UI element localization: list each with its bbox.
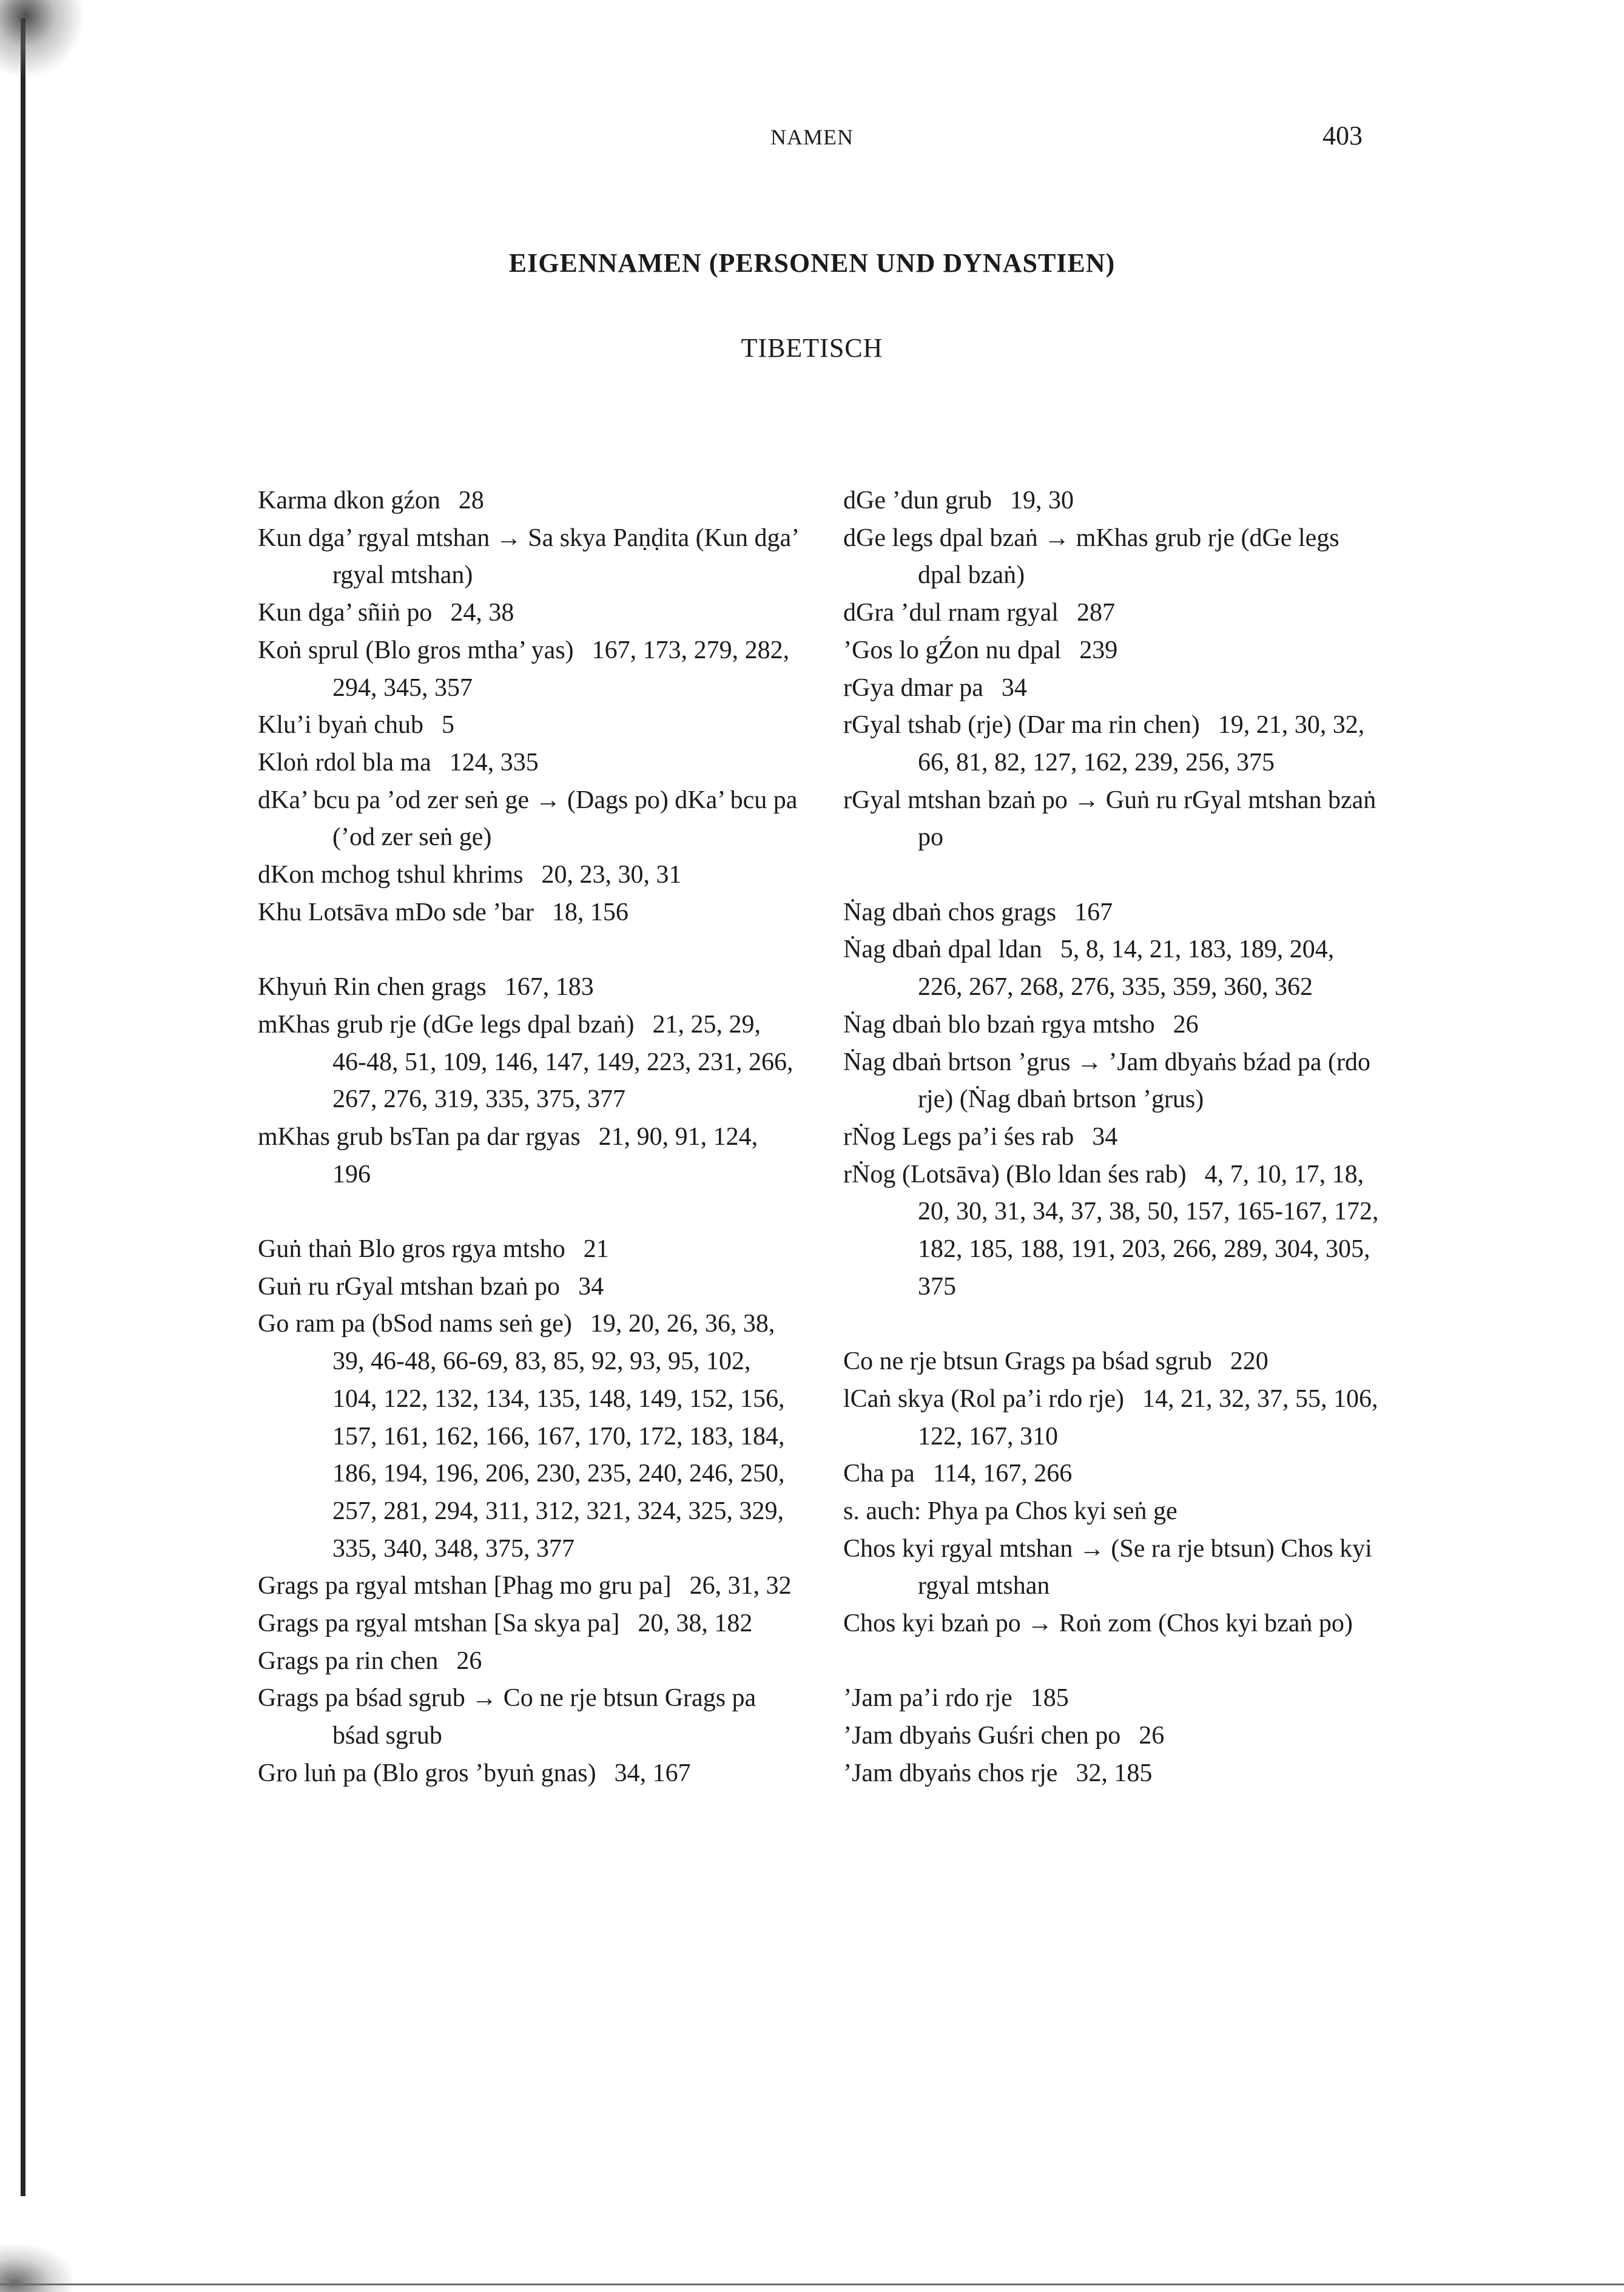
entry-pages: 287 (1076, 599, 1115, 627)
entry-name: Karma dkon gźon (258, 487, 440, 514)
entry-pages: 220 (1230, 1347, 1269, 1376)
entry-name: ’Jam dbyaṅs chos rje (843, 1759, 1058, 1787)
entry-pages: 19, 21, 30, 32, 66, 81, 82, 127, 162, 239, 256, 375 (918, 711, 1365, 777)
entry-name: lCaṅ skya (Rol pa’i rdo rje) (843, 1384, 1125, 1413)
index-entry (258, 1605, 798, 1643)
entry-name: mKhas grub rje (dGe legs dpal bzaṅ) (258, 1010, 635, 1039)
index-entry (843, 1119, 1383, 1156)
section-subtitle: TIBETISCH (741, 333, 883, 363)
group-spacer (258, 1193, 798, 1231)
scan-artifact-top (0, 0, 85, 79)
index-entry (843, 1156, 1383, 1306)
entry-name: dGe ’dun grub (843, 487, 992, 514)
index-entry (258, 482, 798, 520)
entry-pages: 167, 183 (504, 973, 594, 1002)
index-entry (258, 782, 798, 857)
entry-name: Ṅag dbaṅ blo bzaṅ rgya mtsho (843, 1010, 1155, 1039)
entry-name: Gro luṅ pa (Blo gros ’byuṅ gnas) (258, 1759, 596, 1787)
index-entry (843, 520, 1383, 595)
index-column-left (258, 482, 798, 1793)
entry-name: Grags pa rin chen (258, 1647, 439, 1675)
entry-name: Chos kyi rgyal mtshan → (Se ra rje btsun) Chos kyi rgyal mtshan (843, 1534, 1372, 1600)
entry-name: Ṅag dbaṅ chos grags (843, 898, 1057, 926)
index-entry (258, 632, 798, 707)
index-entry (843, 1006, 1383, 1044)
index-entry (843, 1717, 1383, 1755)
index-entry (258, 595, 798, 632)
index-entry (258, 969, 798, 1006)
index-entry (258, 707, 798, 744)
index-entry (258, 1119, 798, 1193)
entry-name: Kun dga’ rgyal mtshan → Sa skya Paṇḍita (Kun dga’ rgyal mtshan) (258, 524, 798, 590)
index-entry (843, 707, 1383, 781)
entry-pages: 167 (1074, 898, 1113, 926)
entry-pages: 26 (456, 1647, 482, 1675)
entry-name: Guṅ ru rGyal mtshan bzaṅ po (258, 1272, 561, 1301)
index-column-right (843, 482, 1383, 1793)
index-entry (258, 1680, 798, 1754)
entry-pages: 26 (1173, 1010, 1199, 1039)
index-entry (258, 894, 798, 932)
index-entry (843, 931, 1383, 1006)
entry-name: dKa’ bcu pa ’od zer seṅ ge → (Dags po) dKa’ bcu pa (’od zer seṅ ge) (258, 786, 798, 852)
entry-pages: 114, 167, 266 (932, 1460, 1073, 1488)
index-entry (843, 1493, 1383, 1531)
entry-pages: 34 (1092, 1122, 1118, 1151)
entry-name: Guṅ thaṅ Blo gros rgya mtsho (258, 1235, 565, 1264)
group-spacer (258, 931, 798, 969)
index-entry (843, 1044, 1383, 1119)
entry-name: Ṅag dbaṅ dpal ldan (843, 935, 1042, 964)
index-entry (843, 1605, 1383, 1643)
entry-name: Klu’i byaṅ chub (258, 711, 423, 740)
index-entry (258, 857, 798, 894)
entry-pages: 21 (583, 1235, 609, 1264)
entry-name: Kun dga’ sñiṅ po (258, 599, 433, 627)
entry-name: ’Jam dbyaṅs Guśri chen po (843, 1722, 1121, 1750)
entry-name: ’Gos lo gŹon nu dpal (843, 636, 1062, 664)
index-entry (258, 520, 798, 595)
entry-name: Koṅ sprul (Blo gros mtha’ yas) (258, 636, 574, 664)
entry-pages: 21, 25, 29, 46-48, 51, 109, 146, 147, 149, 223, 231, 266, 267, 276, 319, 335, 375, 377 (332, 1010, 793, 1114)
entry-pages: 20, 38, 182 (638, 1609, 753, 1638)
entry-pages: 18, 156 (551, 898, 628, 926)
index-entry (843, 670, 1383, 707)
entry-pages: 14, 21, 32, 37, 55, 106, 122, 167, 310 (918, 1384, 1378, 1451)
page-number: 403 (1322, 121, 1363, 150)
entry-pages: 239 (1079, 636, 1118, 664)
index-entry (843, 1343, 1383, 1381)
entry-name: s. auch: Phya pa Chos kyi seṅ ge (843, 1497, 1178, 1525)
index-entry (843, 782, 1383, 857)
entry-name: Co ne rje btsun Grags pa bśad sgrub (843, 1347, 1212, 1376)
index-entry (843, 1455, 1383, 1493)
index-entry (258, 1231, 798, 1269)
index-entry (258, 1306, 798, 1568)
running-head: NAMEN (770, 125, 854, 149)
entry-name: Ṅag dbaṅ brtson ’grus → ’Jam dbyaṅs bźad pa (rdo rje) (Ṅag dbaṅ brtson ’grus) (843, 1048, 1370, 1114)
entry-pages: 34 (1001, 673, 1027, 702)
entry-pages: 185 (1030, 1684, 1069, 1713)
entry-name: Cha pa (843, 1460, 915, 1488)
entry-pages: 26 (1139, 1722, 1165, 1750)
entry-pages: 19, 30 (1009, 487, 1074, 514)
entry-name: Khu Lotsāva mDo sde ’bar (258, 898, 534, 926)
entry-name: dGe legs dpal bzaṅ → mKhas grub rje (dGe legs dpal bzaṅ) (843, 524, 1339, 590)
group-spacer (843, 857, 1383, 894)
entry-pages: 26, 31, 32 (689, 1572, 792, 1600)
entry-name: rGyal tshab (rje) (Dar ma rin chen) (843, 711, 1200, 740)
entry-name: ’Jam pa’i rdo rje (843, 1684, 1012, 1713)
index-entry (843, 1381, 1383, 1455)
index-entry (843, 595, 1383, 632)
entry-name: dKon mchog tshul khrims (258, 861, 524, 889)
entry-pages: 28 (458, 487, 484, 514)
entry-pages: 19, 20, 26, 36, 38, 39, 46-48, 66-69, 83, 85, 92, 93, 95, 102, 104, 122, 132, 134, 135, 148, 149, 152, 156, 157, 161, 162, 166, 167, 170, 172, 183, 184, 186, 194, 196, 206, 230, 235, 240, 246, 250, 257, 281, 294, 311, 312, 321, 324, 325, 329, 335, 340, 348, 375, 377 (332, 1310, 785, 1563)
index-entry (258, 744, 798, 782)
index-entry (258, 1269, 798, 1306)
group-spacer (843, 1306, 1383, 1343)
index-entry (843, 632, 1383, 670)
entry-name: rṄog (Lotsāva) (Blo ldan śes rab) (843, 1160, 1187, 1188)
entry-name: rGyal mtshan bzaṅ po → Guṅ ru rGyal mtshan bzaṅ po (843, 786, 1376, 852)
entry-pages: 5 (441, 711, 454, 740)
entry-pages: 21, 90, 91, 124, 196 (332, 1122, 758, 1188)
section-title: EIGENNAMEN (PERSONEN UND DYNASTIEN) (508, 248, 1116, 278)
entry-name: mKhas grub bsTan pa dar rgyas (258, 1122, 581, 1151)
entry-pages: 167, 173, 279, 282, 294, 345, 357 (332, 636, 790, 702)
entry-pages: 34, 167 (614, 1759, 691, 1787)
entry-name: Kloṅ rdol bla ma (258, 748, 431, 777)
index-entry (258, 1643, 798, 1680)
entry-name: Grags pa bśad sgrub → Co ne rje btsun Grags pa bśad sgrub (258, 1684, 756, 1750)
index-entry (258, 1755, 798, 1793)
scan-bottom-edge (0, 2284, 1624, 2285)
entry-pages: 5, 8, 14, 21, 183, 189, 204, 226, 267, 268, 276, 335, 359, 360, 362 (918, 935, 1335, 1002)
group-spacer (843, 1643, 1383, 1680)
entry-name: Grags pa rgyal mtshan [Sa skya pa] (258, 1609, 620, 1638)
entry-pages: 34 (578, 1272, 604, 1301)
entry-name: rṄog Legs pa’i śes rab (843, 1122, 1074, 1151)
entry-name: Chos kyi bzaṅ po → Roṅ zom (Chos kyi bzaṅ po) (843, 1609, 1353, 1638)
entry-name: Go ram pa (bSod nams seṅ ge) (258, 1310, 572, 1338)
entry-pages: 20, 23, 30, 31 (541, 861, 682, 889)
index-entry (258, 1568, 798, 1605)
entry-name: rGya dmar pa (843, 673, 983, 702)
index-entry (843, 1680, 1383, 1717)
entry-name: Grags pa rgyal mtshan [Phag mo gru pa] (258, 1572, 672, 1600)
index-entry (843, 482, 1383, 520)
entry-name: Khyuṅ Rin chen grags (258, 973, 487, 1002)
index-entry (843, 1755, 1383, 1793)
index-entry (258, 1006, 798, 1119)
entry-pages: 4, 7, 10, 17, 18, 20, 30, 31, 34, 37, 38, 50, 157, 165-167, 172, 182, 185, 188, 191, 203, 266, 289, 304, 305, 375 (918, 1160, 1379, 1301)
entry-name: dGra ’dul rnam rgyal (843, 599, 1059, 627)
entry-pages: 32, 185 (1076, 1759, 1153, 1787)
entry-pages: 124, 335 (449, 748, 539, 777)
index-entry (843, 894, 1383, 932)
entry-pages: 24, 38 (450, 599, 514, 627)
index-entry (843, 1531, 1383, 1605)
